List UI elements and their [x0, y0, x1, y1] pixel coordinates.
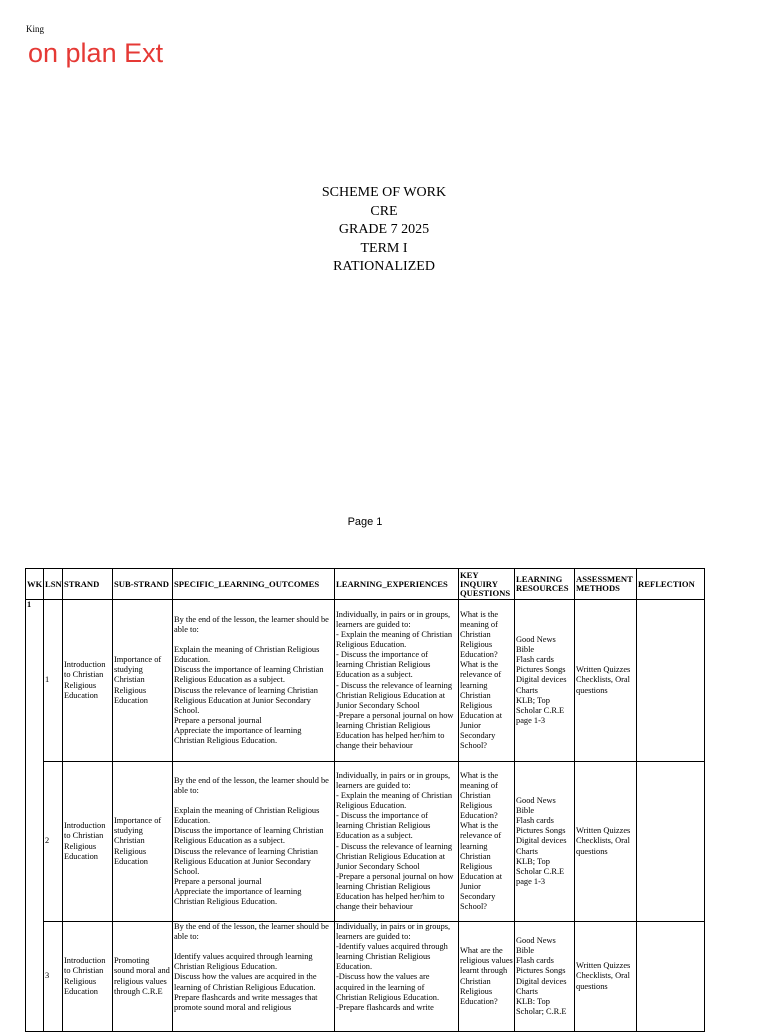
table-row: [26, 922, 705, 1032]
header-assessment: ASSESSMENT METHODS: [575, 569, 637, 600]
header-sub-strand: SUB-STRAND: [113, 569, 173, 600]
title-rationalized: RATIONALIZED: [333, 259, 435, 274]
week-cell: 1: [26, 600, 44, 1032]
header-wk: WK: [26, 569, 44, 600]
header-experiences: LEARNING_EXPERIENCES: [335, 569, 459, 600]
scheme-table: [25, 568, 705, 1032]
header-outcomes: SPECIFIC_LEARNING_OUTCOMES: [173, 569, 335, 600]
experiences-cell: Individually, in pairs or in groups, learners are guided to: -Identify values acquired through learning Christian Religious Education. -Discuss how the values are acquired in the learning of Christian Religious Education. -Prepare flashcards and write: [335, 922, 459, 1032]
title-subject: CRE: [370, 203, 398, 219]
sub-strand-cell: Importance of studying Christian Religious Education: [113, 762, 173, 922]
experiences-cell: Individually, in pairs or in groups, learners are guided to: - Explain the meaning of Christian Religious Education. - Discuss the importance of learning Christian Religious Education as a subject. - Discuss the relevance of learning Christian Religious Education at Junior Secondary School -Prepare a personal journal on how learning Christian Religious Education has helped her/him to change their behaviour: [335, 600, 459, 762]
questions-cell: What are the religious values learnt through Christian Religious Education?: [459, 922, 515, 1032]
title-term: TERM I: [360, 240, 408, 256]
resources-cell: Good News Bible Flash cards Pictures Songs Digital devices Charts KLB; Top Scholar C.R.E page 1-3: [515, 600, 575, 762]
strand-cell: Introduction to Christian Religious Education: [63, 600, 113, 762]
reflection-cell: [637, 600, 705, 762]
reflection-cell: [637, 922, 705, 1032]
assessment-cell: Written Quizzes Checklists, Oral questions: [575, 762, 637, 922]
strand-cell: Introduction to Christian Religious Education: [63, 922, 113, 1032]
app-label: on plan Ext: [28, 38, 164, 68]
title-scheme: SCHEME OF WORK: [321, 185, 447, 200]
header-lsn: LSN: [44, 569, 63, 600]
resources-cell: Good News Bible Flash cards Pictures Songs Digital devices Charts KLB: Top Scholar; C.R.E: [515, 922, 575, 1032]
sub-strand-cell: Importance of studying Christian Religious Education: [113, 600, 173, 762]
table-header-row: [26, 569, 705, 600]
title-grade: GRADE 7 2025: [338, 222, 430, 237]
reflection-cell: [637, 762, 705, 922]
table-row: [26, 600, 705, 762]
outcomes-cell: By the end of the lesson, the learner should be able to: Explain the meaning of Christian Religious Education. Discuss the importance of learning Christian Religious Education as a subject. Discuss the relevance of learning Christian Religious Education at Junior Secondary School. Prepare a personal journal Appreciate the importance of learning Christian Religious Education.: [173, 762, 335, 922]
outcomes-cell: By the end of the lesson, the learner should be able to: Explain the meaning of Christian Religious Education. Discuss the importance of learning Christian Religious Education as a subject. Discuss the relevance of learning Christian Religious Education at Junior Secondary School. Prepare a personal journal Appreciate the importance of learning Christian Religious Education.: [173, 600, 335, 762]
experiences-cell: Individually, in pairs or in groups, learners are guided to: - Explain the meaning of Christian Religious Education. - Discuss the importance of learning Christian Religious Education as a subject. - Discuss the relevance of learning Christian Religious Education at Junior Secondary School -Prepare a personal journal on how learning Christian Religious Education has helped her/him to change their behaviour: [335, 762, 459, 922]
header-reflection: REFLECTION: [637, 569, 705, 600]
page-number: Page 1: [347, 516, 383, 528]
author-name: King: [26, 24, 44, 34]
header-strand: STRAND: [63, 569, 113, 600]
header-resources: LEARNING RESOURCES: [515, 569, 575, 600]
table-row: [26, 762, 705, 922]
resources-cell: Good News Bible Flash cards Pictures Songs Digital devices Charts KLB; Top Scholar C.R.E page 1-3: [515, 762, 575, 922]
strand-cell: Introduction to Christian Religious Education: [63, 762, 113, 922]
outcomes-cell: By the end of the lesson, the learner should be able to: Identify values acquired through learning Christian Religious Education. Discuss how the values are acquired in the learning of Christian Religious Education. Prepare flashcards and write messages that promote sound moral and religious: [173, 922, 335, 1032]
sub-strand-cell: Promoting sound moral and religious values through C.R.E: [113, 922, 173, 1032]
document-titles: [0, 184, 768, 277]
assessment-cell: Written Quizzes Checklists, Oral questions: [575, 600, 637, 762]
questions-cell: What is the meaning of Christian Religious Education? What is the relevance of learning Christian Religious Education at Junior Secondary School?: [459, 762, 515, 922]
lsn-cell: 1: [44, 600, 63, 762]
questions-cell: What is the meaning of Christian Religious Education? What is the relevance of learning Christian Religious Education at Junior Secondary School?: [459, 600, 515, 762]
assessment-cell: Written Quizzes Checklists, Oral questions: [575, 922, 637, 1032]
lsn-cell: 2: [44, 762, 63, 922]
header-questions: KEY INQUIRY QUESTIONS: [459, 569, 515, 600]
lsn-cell: 3: [44, 922, 63, 1032]
